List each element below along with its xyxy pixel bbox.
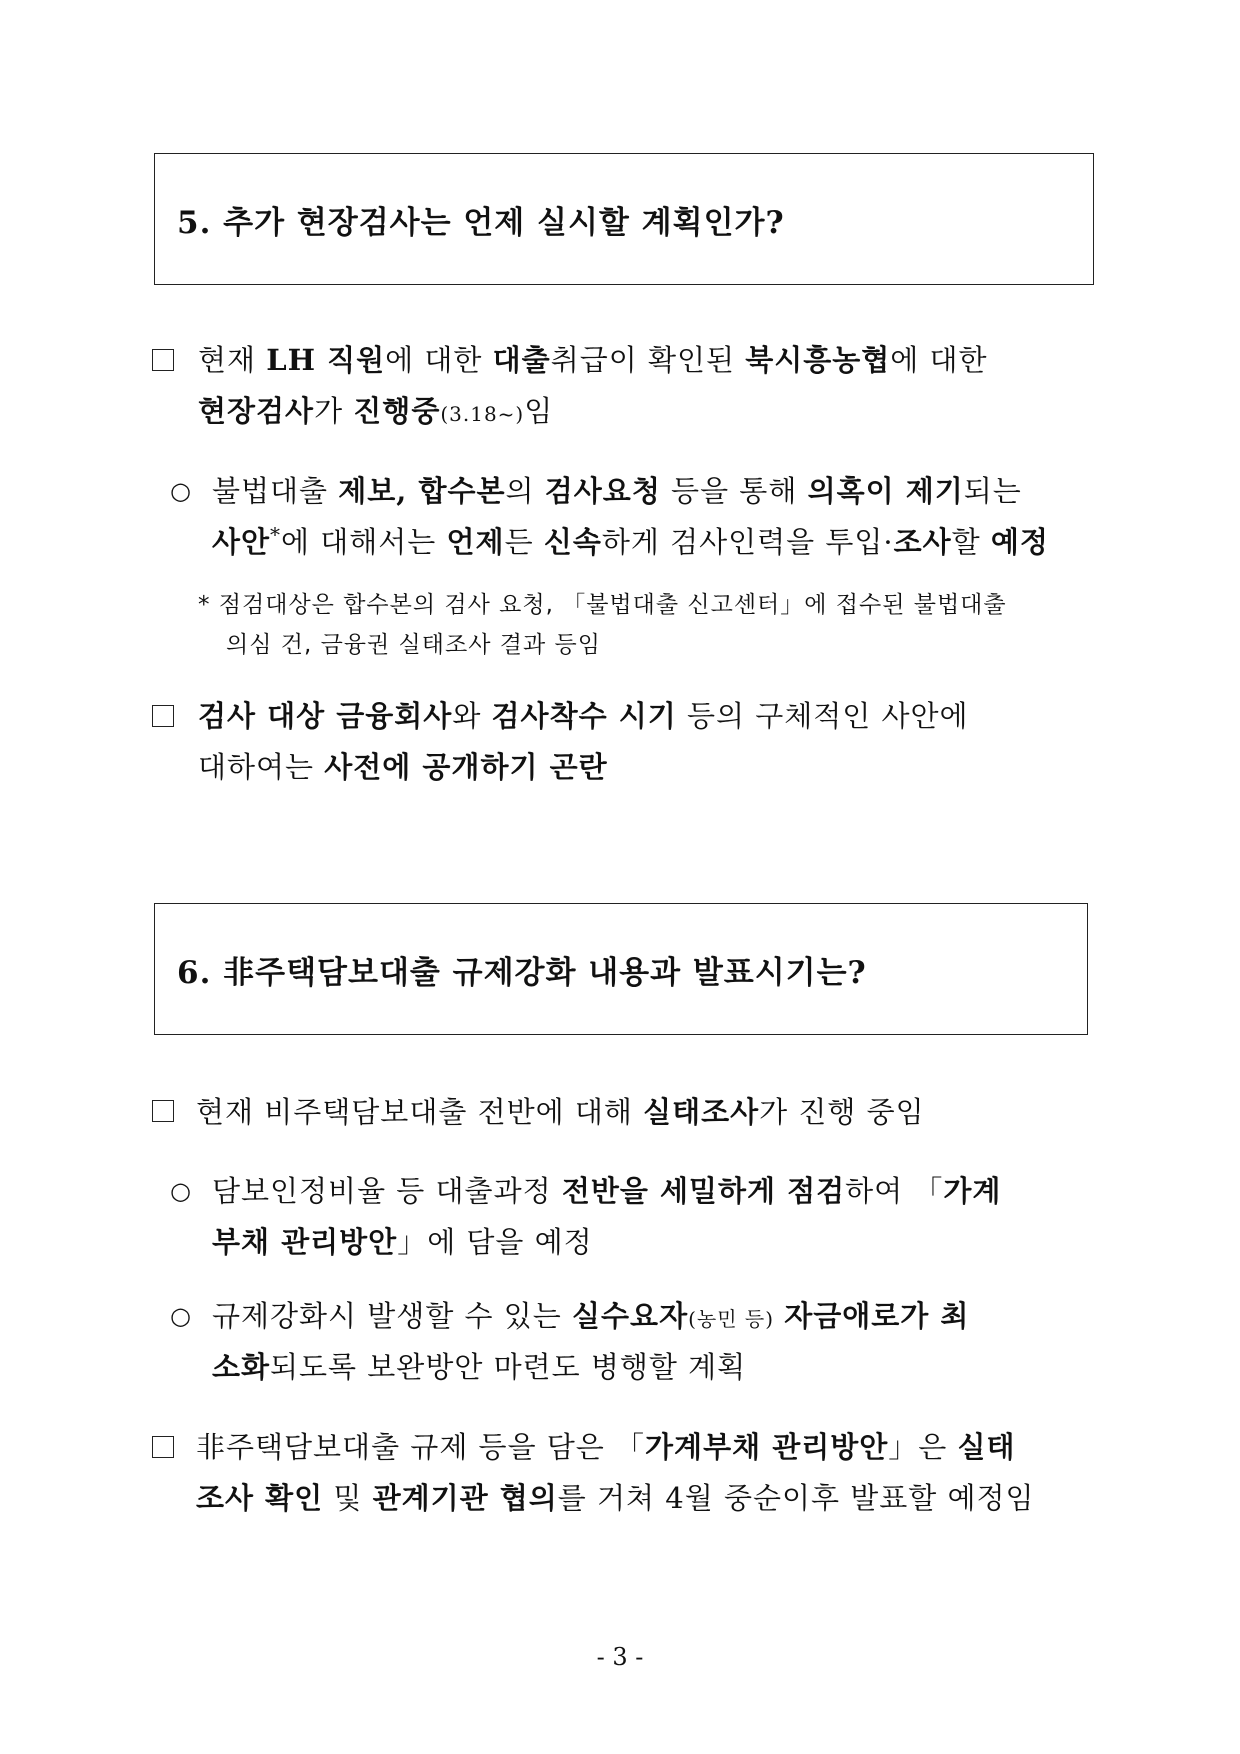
q5-note-line2: 의심 건, 금융권 실태조사 결과 등임 bbox=[226, 632, 601, 658]
q5-p2-line1: 검사 대상 금융회사와 검사착수 시기 등의 구체적인 사안에 bbox=[198, 699, 969, 733]
q5-note-line1: * 점검대상은 합수본의 검사 요청, 「불법대출 신고센터」에 접수된 불법대출 bbox=[198, 592, 1007, 618]
q5-p1-line1: 현재 LH 직원에 대한 대출취급이 확인된 북시흥농협에 대한 bbox=[198, 343, 988, 377]
q6-p2-line1: 非주택담보대출 규제 등을 담은 「가계부채 관리방안」은 실태 bbox=[196, 1430, 1016, 1464]
question-5-title: 5. 추가 현장검사는 언제 실시할 계획인가? bbox=[177, 204, 785, 241]
checkbox-square-icon bbox=[152, 1436, 174, 1458]
circle-bullet-icon: ○ bbox=[170, 1302, 191, 1330]
q5-sub1-line2: 사안*에 대해서는 언제든 신속하게 검사인력을 투입·조사할 예정 bbox=[212, 522, 1049, 559]
checkbox-square-icon bbox=[152, 349, 174, 371]
q6-p1-line1: 현재 비주택담보대출 전반에 대해 실태조사가 진행 중임 bbox=[196, 1095, 925, 1129]
question-5-box bbox=[154, 153, 1094, 285]
q6-p2-line2: 조사 확인 및 관계기관 협의를 거쳐 4월 중순이후 발표할 예정임 bbox=[196, 1481, 1035, 1515]
question-6-box bbox=[154, 903, 1088, 1035]
page-number: - 3 - bbox=[596, 1643, 644, 1671]
q6-sub1-line1: 담보인정비율 등 대출과정 전반을 세밀하게 점검하여 「가계 bbox=[212, 1174, 1002, 1208]
circle-bullet-icon: ○ bbox=[170, 477, 191, 505]
q6-sub2-line1: 규제강화시 발생할 수 있는 실수요자(농민 등) 자금애로가 최 bbox=[212, 1299, 970, 1333]
circle-bullet-icon: ○ bbox=[170, 1177, 191, 1205]
q6-sub1-line2: 부채 관리방안」에 담을 예정 bbox=[212, 1225, 593, 1259]
q6-sub2-line2: 소화되도록 보완방안 마련도 병행할 계획 bbox=[212, 1350, 747, 1384]
q5-sub1-line1: 불법대출 제보, 합수본의 검사요청 등을 통해 의혹이 제기되는 bbox=[212, 474, 1022, 508]
checkbox-square-icon bbox=[152, 1100, 174, 1122]
q5-p2-line2: 대하여는 사전에 공개하기 곤란 bbox=[198, 750, 608, 784]
question-6-title: 6. 非주택담보대출 규제강화 내용과 발표시기는? bbox=[177, 954, 867, 991]
q5-p1-line2: 현장검사가 진행중(3.18~)임 bbox=[198, 394, 554, 428]
checkbox-square-icon bbox=[152, 705, 174, 727]
